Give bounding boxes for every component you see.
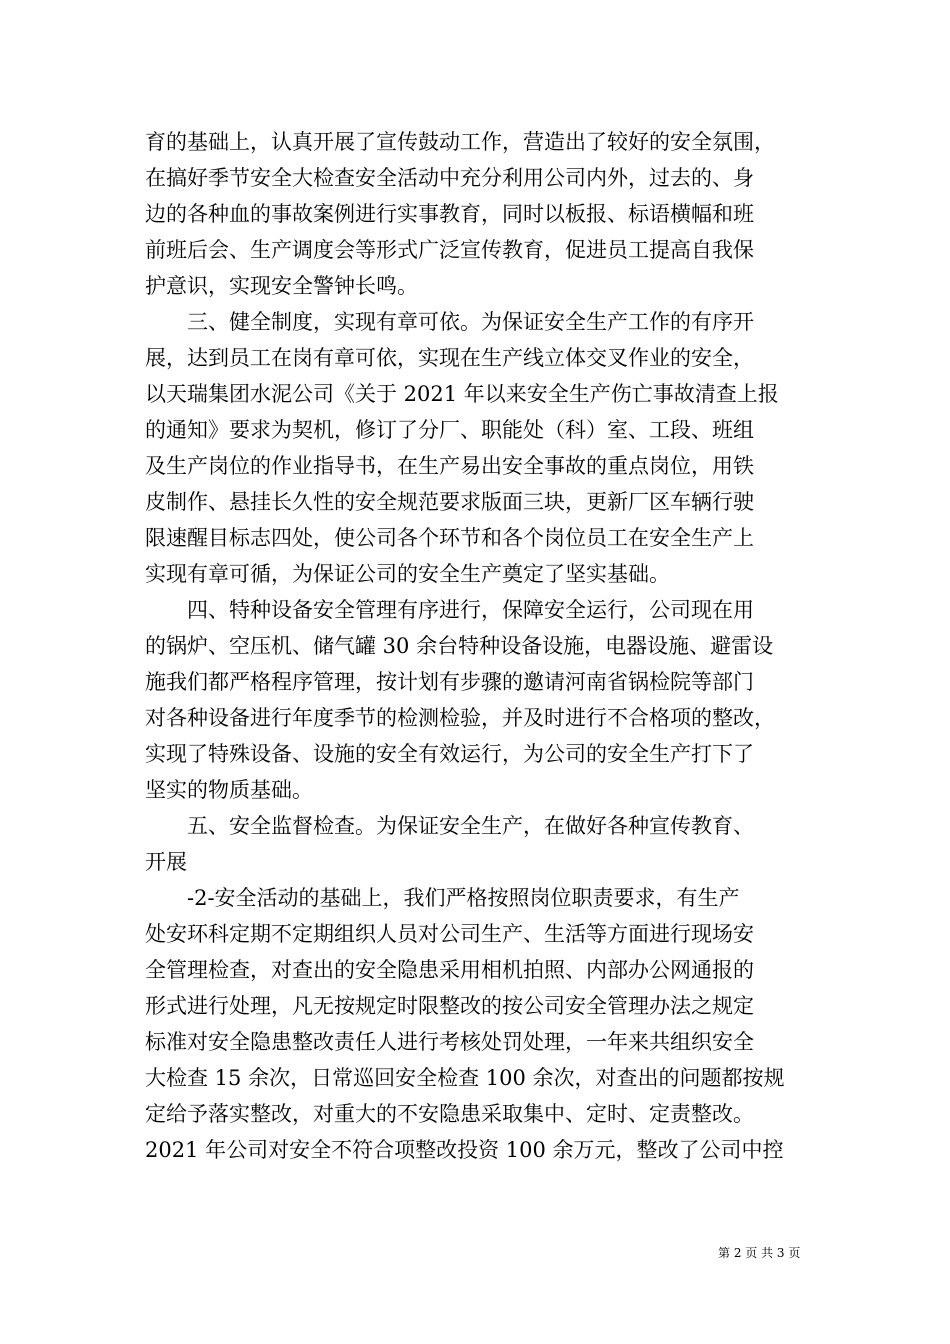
- text-line: 形式进行处理，凡无按规定时限整改的按公司安全管理办法之规定: [145, 994, 754, 1018]
- page-number-footer: 第 2 页 共 3 页: [718, 1246, 801, 1260]
- text-line: 坚实的物质基础。: [145, 778, 313, 802]
- text-line: 边的各种血的事故案例进行实事教育，同时以板报、标语横幅和班: [145, 202, 754, 226]
- text-line: 实现有章可循，为保证公司的安全生产奠定了坚实基础。: [145, 562, 670, 586]
- text-line: 全管理检查，对查出的安全隐患采用相机拍照、内部办公网通报的: [145, 958, 754, 982]
- text-line: 前班后会、生产调度会等形式广泛宣传教育，促进员工提高自我保: [145, 238, 754, 262]
- text-line: 2021 年公司对安全不符合项整改投资 100 余万元，整改了公司中控: [145, 1138, 784, 1162]
- text-line: 限速醒目标志四处，使公司各个环节和各个岗位员工在安全生产上: [145, 526, 754, 550]
- text-line: 以天瑞集团水泥公司《关于 2021 年以来安全生产伤亡事故清查上报: [145, 382, 779, 406]
- paragraph-start-line: 四、特种设备安全管理有序进行，保障安全运行，公司现在用: [187, 598, 754, 622]
- text-line: 施我们都严格程序管理，按计划有步骤的邀请河南省锅检院等部门: [145, 670, 754, 694]
- text-line: 皮制作、悬挂长久性的安全规范要求版面三块，更新厂区车辆行驶: [145, 490, 754, 514]
- text-line: 展，达到员工在岗有章可依，实现在生产线立体交叉作业的安全，: [145, 346, 754, 370]
- text-line: 大检查 15 余次，日常巡回安全检查 100 余次，对查出的问题都按规: [145, 1066, 785, 1090]
- text-line: 开展: [145, 850, 187, 874]
- text-line: 育的基础上，认真开展了宣传鼓动工作，营造出了较好的安全氛围，: [145, 130, 775, 154]
- paragraph-start-line: 五、安全监督检查。为保证安全生产，在做好各种宣传教育、: [187, 814, 754, 838]
- paragraph-start-line: -2-安全活动的基础上，我们严格按照岗位职责要求，有生产: [187, 886, 740, 910]
- text-line: 及生产岗位的作业指导书，在生产易出安全事故的重点岗位，用铁: [145, 454, 754, 478]
- text-line: 的锅炉、空压机、储气罐 30 余台特种设备设施，电器设施、避雷设: [145, 634, 774, 658]
- text-line: 实现了特殊设备、设施的安全有效运行，为公司的安全生产打下了: [145, 742, 754, 766]
- text-line: 处安环科定期不定期组织人员对公司生产、生活等方面进行现场安: [145, 922, 754, 946]
- text-line: 的通知》要求为契机，修订了分厂、职能处（科）室、工段、班组: [145, 418, 754, 442]
- text-line: 定给予落实整改，对重大的不安隐患采取集中、定时、定责整改。: [145, 1102, 754, 1126]
- text-line: 护意识，实现安全警钟长鸣。: [145, 274, 418, 298]
- text-line: 在搞好季节安全大检查安全活动中充分利用公司内外，过去的、身: [145, 166, 754, 190]
- paragraph-start-line: 三、健全制度，实现有章可依。为保证安全生产工作的有序开: [187, 310, 754, 334]
- text-line: 标准对安全隐患整改责任人进行考核处罚处理，一年来共组织安全: [145, 1030, 754, 1054]
- text-line: 对各种设备进行年度季节的检测检验，并及时进行不合格项的整改，: [145, 706, 775, 730]
